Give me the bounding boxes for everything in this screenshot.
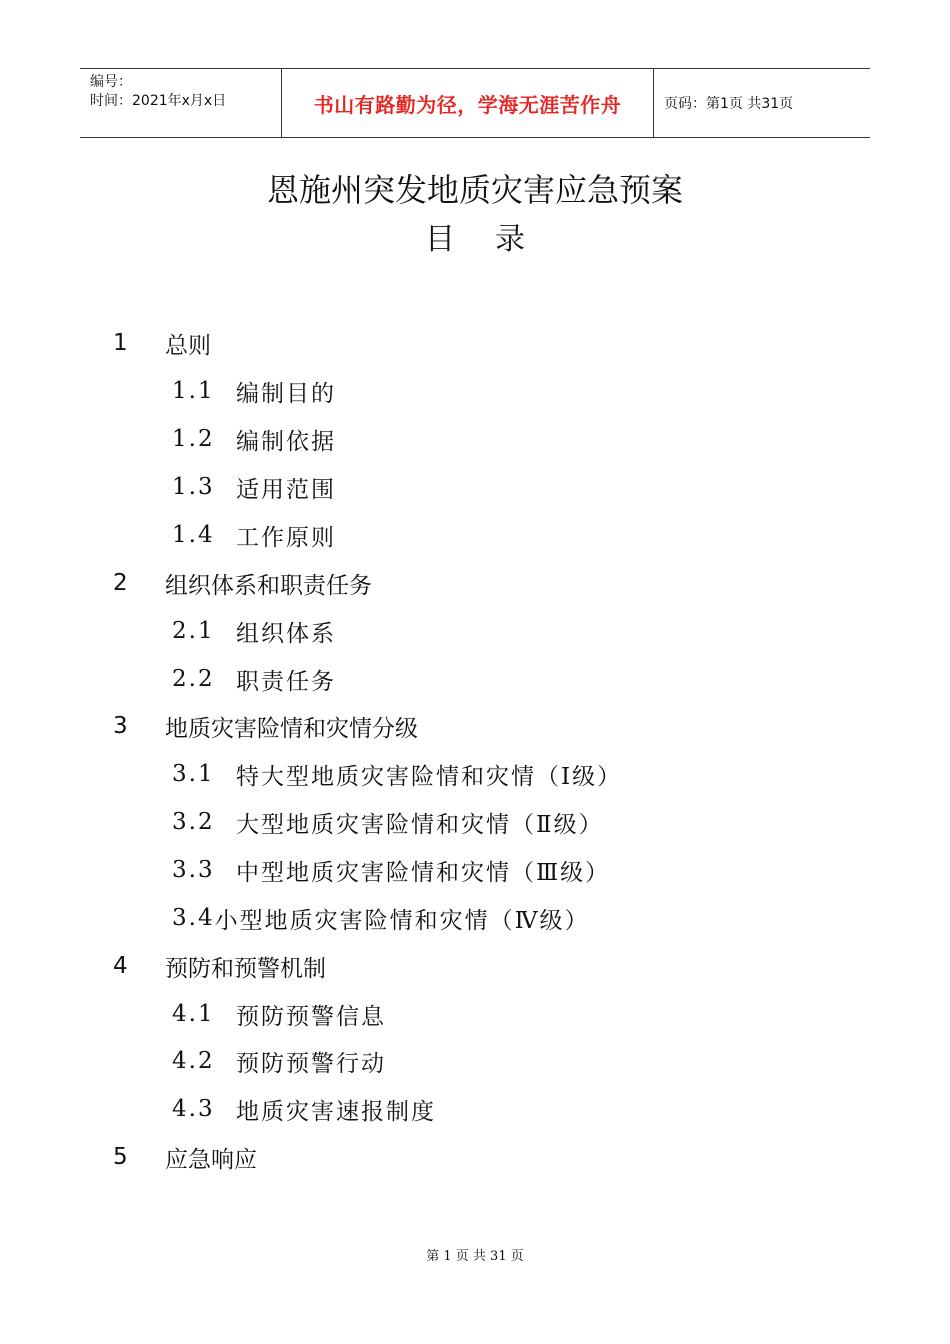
toc-label: 工作原则 [236, 524, 336, 551]
toc-label: 预防预警信息 [236, 1003, 386, 1030]
toc-label: 总则 [165, 332, 211, 359]
toc-number: 2.1 [172, 618, 215, 644]
toc-item-3-3[interactable] [172, 853, 610, 887]
toc-item-3-4[interactable] [172, 901, 590, 935]
toc-label: 适用范围 [236, 476, 336, 503]
toc-number: 3.1 [172, 761, 215, 787]
toc-number: 4.3 [172, 1096, 215, 1122]
motto-text: 书山有路勤为径，学海无涯苦作舟 [313, 92, 622, 117]
toc-label: 组织体系 [236, 620, 336, 647]
toc-item-1-4[interactable] [172, 518, 336, 552]
toc-item-4-1[interactable] [172, 997, 386, 1031]
toc-number: 5 [113, 1144, 128, 1170]
time-label: 时间：2021年x月x日 [90, 93, 227, 109]
toc-number: 3.4 [172, 905, 215, 931]
toc-number: 4.2 [172, 1048, 215, 1074]
toc-item-1-2[interactable] [172, 422, 336, 456]
toc-number: 1.1 [172, 378, 215, 404]
toc-label: 编制依据 [236, 428, 336, 455]
toc-label: 地质灾害速报制度 [236, 1098, 436, 1125]
toc-item-1-3[interactable] [172, 470, 336, 504]
toc-section-3[interactable] [113, 709, 418, 743]
header-motto-cell [282, 69, 654, 137]
toc-item-2-2[interactable] [172, 662, 336, 696]
header-meta [80, 69, 282, 137]
toc-section-5[interactable] [113, 1140, 257, 1174]
page-footer: 第 1 页 共 31 页 [426, 1249, 524, 1264]
toc-label: 预防预警行动 [236, 1050, 386, 1077]
toc-item-3-1[interactable] [172, 757, 622, 791]
toc-label: 地质灾害险情和灾情分级 [165, 715, 418, 742]
toc-label: 应急响应 [165, 1146, 257, 1173]
toc-number: 1.2 [172, 426, 215, 452]
toc-number: 3.3 [172, 857, 215, 883]
toc-section-4[interactable] [113, 949, 326, 983]
toc-label: 中型地质灾害险情和灾情（Ⅲ级） [236, 859, 611, 886]
toc-item-2-1[interactable] [172, 614, 336, 648]
toc-label: 大型地质灾害险情和灾情（Ⅱ级） [236, 811, 604, 838]
toc-number: 3.2 [172, 809, 215, 835]
header-page-info-cell [654, 69, 870, 137]
toc-item-1-1[interactable] [172, 374, 336, 408]
toc-number: 4 [113, 953, 128, 979]
toc-number: 3 [113, 713, 128, 739]
toc-label: 小型地质灾害险情和灾情（Ⅳ级） [214, 907, 590, 934]
document-title: 恩施州突发地质灾害应急预案 [266, 171, 683, 209]
toc-number: 1 [113, 330, 128, 356]
toc-number: 4.1 [172, 1001, 215, 1027]
toc-section-1[interactable] [113, 326, 211, 360]
number-label: 编号： [90, 74, 132, 90]
toc-number: 1.4 [172, 522, 215, 548]
toc-number: 2.2 [172, 666, 215, 692]
toc-label: 职责任务 [236, 668, 336, 695]
toc-label: 组织体系和职责任务 [165, 572, 372, 599]
toc-number: 2 [113, 570, 128, 596]
toc-item-4-2[interactable] [172, 1044, 386, 1078]
toc-heading: 目录 [425, 222, 565, 257]
page-info: 页码：第1页 共31页 [664, 96, 794, 112]
toc-section-2[interactable] [113, 566, 372, 600]
toc-label: 预防和预警机制 [165, 955, 326, 982]
toc-item-3-2[interactable] [172, 805, 604, 839]
toc-label: 编制目的 [236, 380, 336, 407]
toc-label: 特大型地质灾害险情和灾情（Ⅰ级） [236, 763, 623, 790]
toc-number: 1.3 [172, 474, 215, 500]
document-header [80, 68, 870, 138]
toc-item-4-3[interactable] [172, 1092, 436, 1126]
